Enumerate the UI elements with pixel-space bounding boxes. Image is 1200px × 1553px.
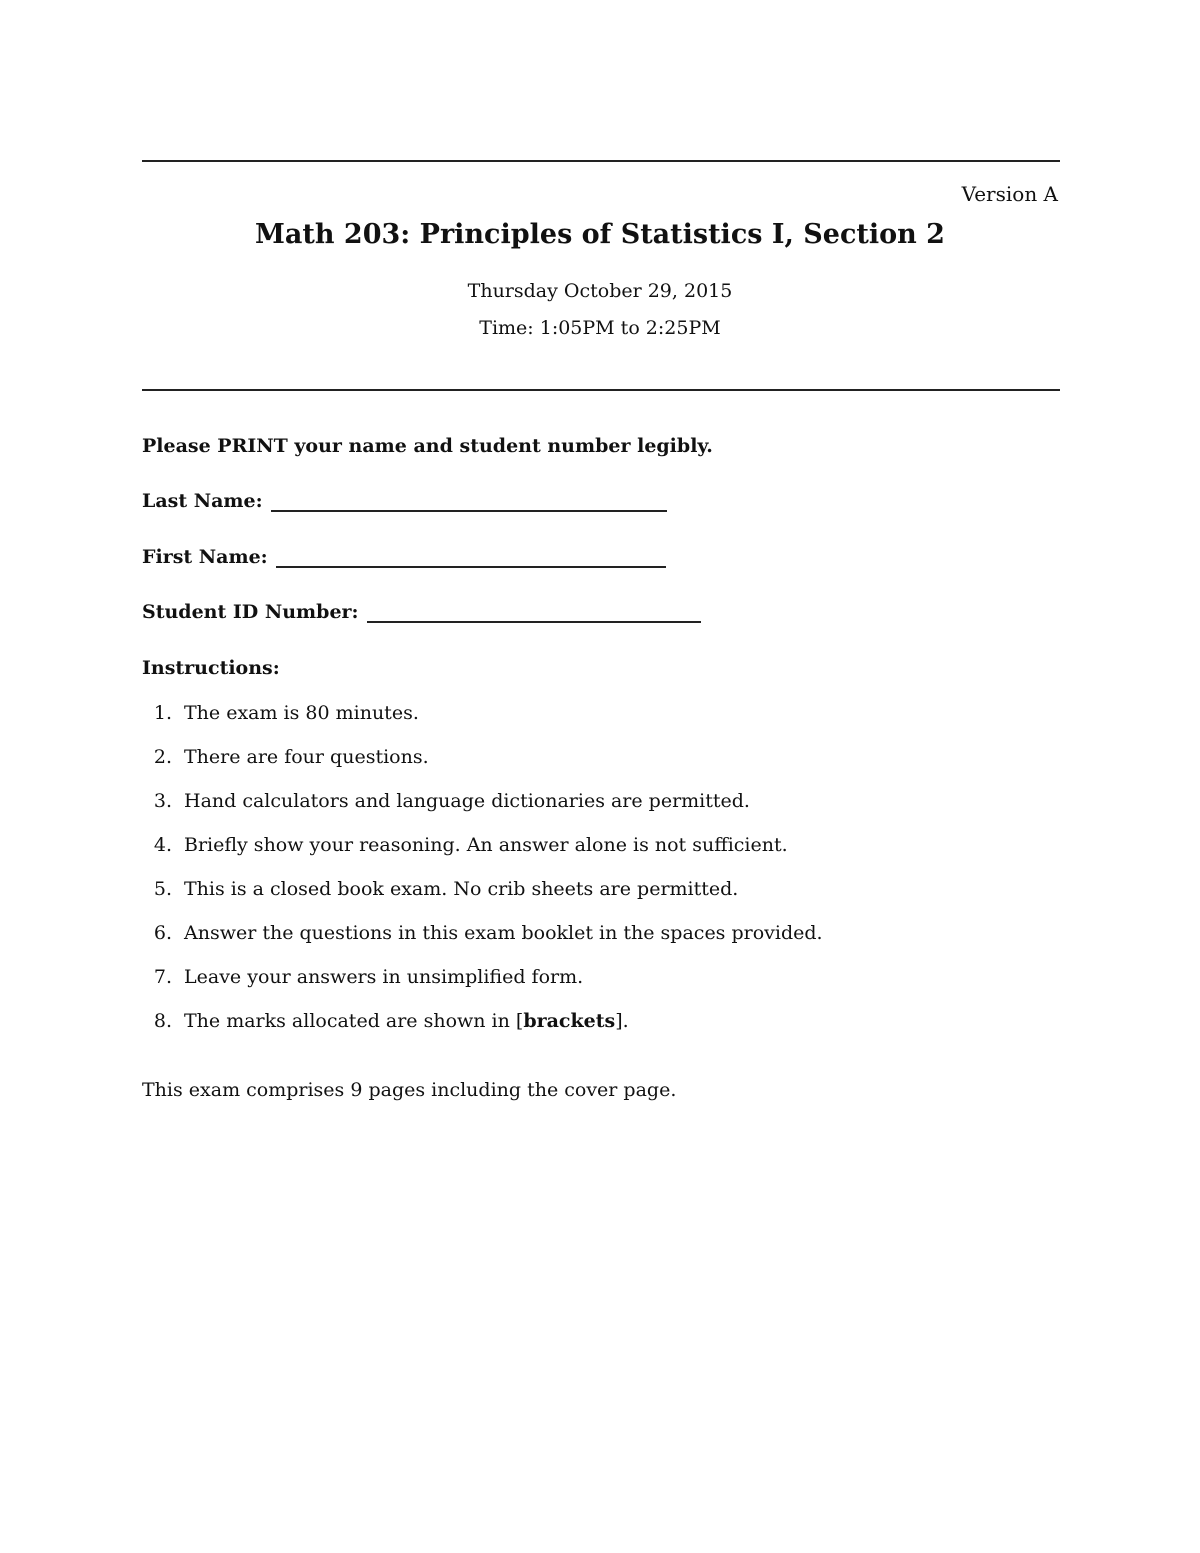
exam-date: Thursday October 29, 2015	[467, 280, 733, 302]
last-name-label: Last Name:	[142, 490, 263, 512]
instruction-number: 4.	[153, 834, 172, 856]
instruction-number: 2.	[153, 746, 172, 768]
instruction-text: The exam is 80 minutes.	[184, 702, 419, 724]
instruction-item	[142, 1010, 823, 1054]
bottom-rule	[142, 389, 1060, 391]
last-name-field[interactable]	[271, 490, 667, 512]
instructions-list	[142, 702, 823, 1054]
instruction-number: 5.	[153, 878, 172, 900]
exam-title: Math 203: Principles of Statistics I, Section 2	[255, 219, 945, 250]
instruction-item	[142, 966, 823, 1010]
instruction-text-bold: brackets	[523, 1010, 616, 1032]
last-name-row	[142, 490, 667, 512]
student-id-field[interactable]	[367, 601, 701, 623]
instruction-item	[142, 922, 823, 966]
instruction-text-after: ].	[615, 1010, 629, 1032]
instruction-text: Briefly show your reasoning. An answer alone is not sufficient.	[184, 834, 788, 856]
instruction-item	[142, 746, 823, 790]
instruction-text: Answer the questions in this exam booklet in the spaces provided.	[184, 922, 823, 944]
print-instruction: Please PRINT your name and student number legibly.	[142, 435, 713, 457]
instruction-item	[142, 834, 823, 878]
instruction-item	[142, 790, 823, 834]
student-id-label: Student ID Number:	[142, 601, 359, 623]
instruction-text	[184, 1010, 629, 1054]
instruction-number: 6.	[153, 922, 172, 944]
instruction-item	[142, 702, 823, 746]
instruction-text-before: The marks allocated are shown in [	[184, 1010, 524, 1032]
instruction-text: There are four questions.	[184, 746, 429, 768]
instructions-heading: Instructions:	[142, 657, 280, 679]
top-rule	[142, 160, 1060, 162]
version-label: Version A	[961, 182, 1058, 206]
first-name-field[interactable]	[276, 546, 666, 568]
first-name-row	[142, 546, 666, 568]
instruction-number: 7.	[153, 966, 172, 988]
instruction-number: 8.	[153, 1010, 172, 1032]
first-name-label: First Name:	[142, 546, 268, 568]
instruction-text: Hand calculators and language dictionaries are permitted.	[184, 790, 750, 812]
instruction-text: This is a closed book exam. No crib sheets are permitted.	[184, 878, 739, 900]
instruction-item	[142, 878, 823, 922]
exam-time: Time: 1:05PM to 2:25PM	[479, 317, 721, 339]
instruction-number: 1.	[153, 702, 172, 724]
student-id-row	[142, 601, 701, 623]
instruction-text: Leave your answers in unsimplified form.	[184, 966, 584, 988]
instruction-number: 3.	[153, 790, 172, 812]
page-count-note: This exam comprises 9 pages including the cover page.	[142, 1079, 677, 1101]
